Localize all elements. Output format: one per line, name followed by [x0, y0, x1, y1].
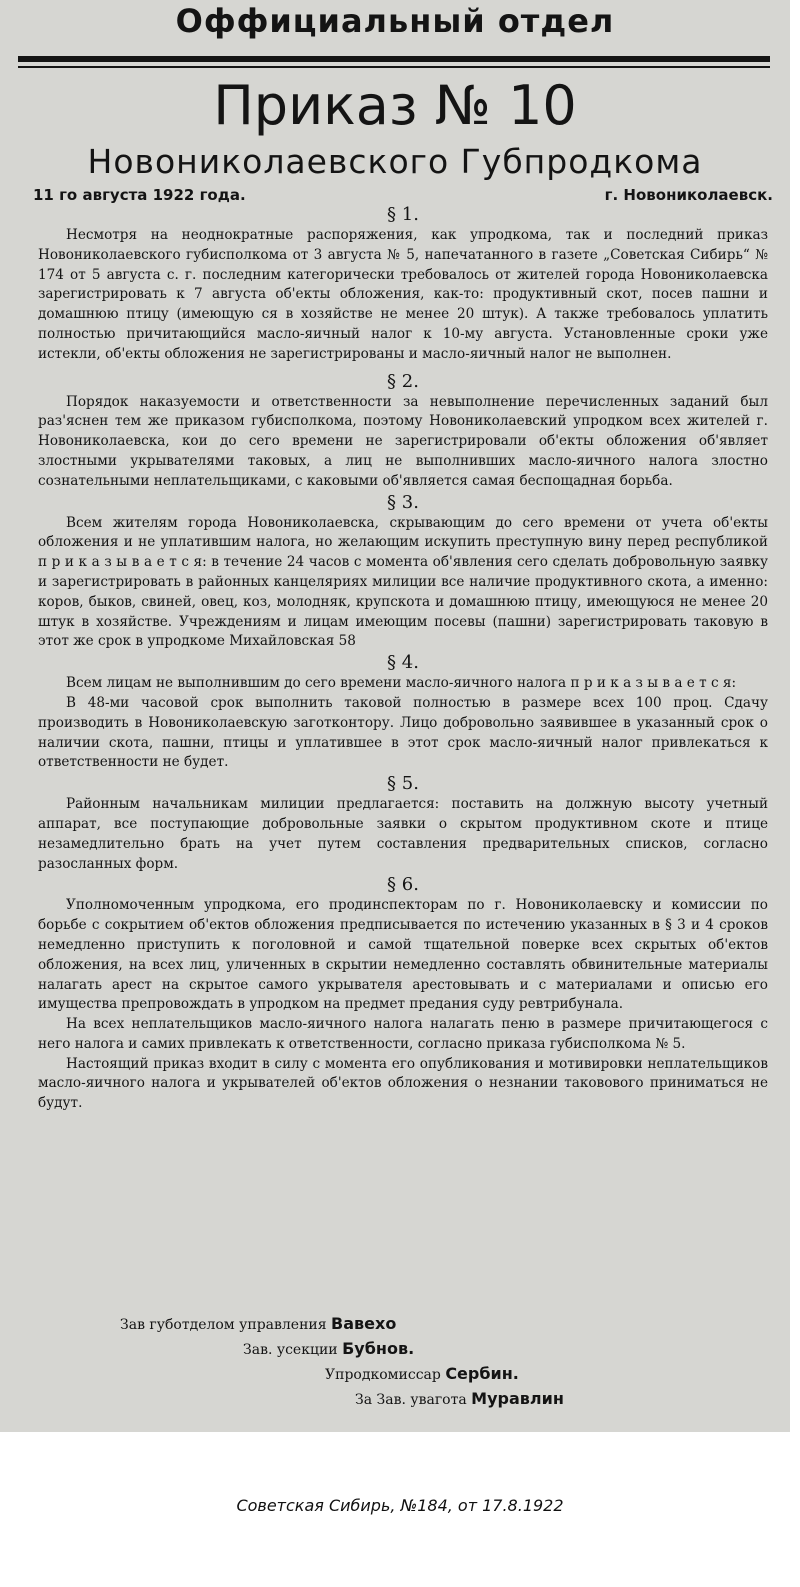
- signature-line: [0, 1337, 790, 1362]
- paragraph: Несмотря на неоднократные распоряжения, как упродкома, так и последний приказ Новониколаевского губисполкома от 3 августа № 5, напечатанного в газете „Советская Сибирь“ № 174 от 5 августа с. г. последним категорически требовалось от жителей города Новониколаевска зарегистрировать к 7 августа об'екты обложения, как-то: продуктивный скот, посев пашни и домашнюю птицу (имеющую ся в хозяйстве не менее 20 штук). А также требовалось уплатить полностью причитающийся масло-яичный налог к 10-му августа. Установленные сроки уже истекли, об'екты обложения не зарегистрированы и масло-яичный налог не выполнен.: [38, 227, 768, 362]
- signature-line: [0, 1312, 790, 1337]
- paragraph: Районным начальникам милиции предлагается: поставить на должную высоту учетный аппарат, все поступающие добровольные заявки о скрытом продуктивном скоте и птице незамедлительно брать на учет путем составления предварительных списков, согласно разосланных форм.: [38, 796, 768, 872]
- order-date: 11 го августа 1922 года.: [33, 186, 246, 204]
- source-caption: Советская Сибирь, №184, от 17.8.1922: [236, 1496, 564, 1515]
- header-rule-thin: [18, 66, 770, 68]
- section-mark: § 5.: [387, 773, 419, 795]
- section-mark: § 6.: [387, 874, 419, 896]
- paragraph: Порядок наказуемости и ответственности за невыполнение перечисленных заданий был раз'яснен тем же приказом губисполкома, поэтому Новониколаевский упродком всех жителей г. Новониколаевска, кои до сего времени не зарегистрировали об'екты обложения об'являет злостными укрывателями таковых, а лиц не выполнивших масло-яичного налога злостно сознательными неплательщиками, с каковыми об'является самая беспощадная борьба.: [38, 393, 768, 489]
- signatures: [0, 1312, 790, 1412]
- order-place: г. Новониколаевск.: [604, 186, 773, 204]
- signature-title: Зав губотделом управления: [120, 1317, 327, 1333]
- order-title: Приказ № 10: [213, 74, 577, 137]
- signature-line: [0, 1387, 790, 1412]
- paragraph: Всем жителям города Новониколаевска, скрывающим до сего времени от учета об'екты обложения и не уплатившим налога, но желающим искупить преступную вину перед республикой п р и к а з ы в а е т с я: в течение 24 часов с момента об'явления сего сделать добровольную заявку и зарегистрировать в районных канцеляриях милиции все наличие продуктивного скота, а именно: коров, быков, свиней, овец, коз, молодняк, крупскота и домашнюю птицу, имеющуюся не менее 20 штук в хозяйстве. Учреждениям и лицам имеющим посевы (пашни) зарегистрировать таковую в этот же срок в упродкоме Михайловская 58: [38, 514, 768, 650]
- signature-title: Упродкомиссар: [325, 1367, 441, 1383]
- signature-name: Муравлин: [471, 1389, 564, 1408]
- signature-title: Зав. усекции: [243, 1342, 338, 1358]
- dateline: [33, 186, 773, 206]
- order-body: [38, 204, 768, 1114]
- signature-name: Бубнов.: [342, 1339, 415, 1358]
- paragraph: В 48-ми часовой срок выполнить таковой полностью в размере всех 100 проц. Сдачу производить в Новониколаевскую заготконтору. Лицо добровольно заявившее в указанный срок о наличии скота, пашни, птицы и уплатившее в этот срок масло-яичный налог привлекаться к ответственности не будет.: [38, 694, 768, 771]
- header-rule-thick: [18, 56, 770, 62]
- order-subtitle: Новониколаевского Губпродкома: [87, 142, 703, 181]
- section-mark: § 4.: [387, 652, 419, 674]
- signature-line: [0, 1362, 790, 1387]
- section-mark: § 3.: [387, 491, 419, 513]
- signature-name: Вавехо: [331, 1314, 397, 1333]
- paragraph: Всем лицам не выполнившим до сего времени масло-яичного налога п р и к а з ы в а е т с я:: [66, 675, 737, 692]
- paragraph: На всех неплательщиков масло-яичного налога налагать пеню в размере причитающегося с него налога и самих привлекать к ответственности, согласно приказа губисполкома № 5.: [38, 1016, 768, 1052]
- signature-title: За Зав. уваготa: [355, 1392, 467, 1408]
- section-mark: § 2.: [387, 370, 419, 392]
- section-mark: § 1.: [387, 204, 419, 225]
- signature-name: Сербин.: [445, 1364, 519, 1383]
- section-title: Оффициальный отдел: [175, 2, 615, 40]
- paragraph: Уполномоченным упродкома, его продинспекторам по г. Новониколаевску и комиссии по борьбе с сокрытием об'ектов обложения предписывается по истечению указанных в § 3 и 4 сроков немедленно приступить к поголовной и самой тщательной поверке всех скрытых об'ектов обложения, на всех лиц, уличенных в скрытии немедленно составлять обвинительные материалы налагать арест на скрытое самого укрывателя арестовывать и с материалами и описью его имущества препровождать в упродком на предмет предания суду ревтрибунала.: [38, 897, 768, 1013]
- paragraph: Настоящий приказ входит в силу с момента его опубликования и мотивировки неплательщиков масло-яичного налога и укрывателей об'ектов обложения о незнании таковового приниматься не будут.: [38, 1055, 768, 1112]
